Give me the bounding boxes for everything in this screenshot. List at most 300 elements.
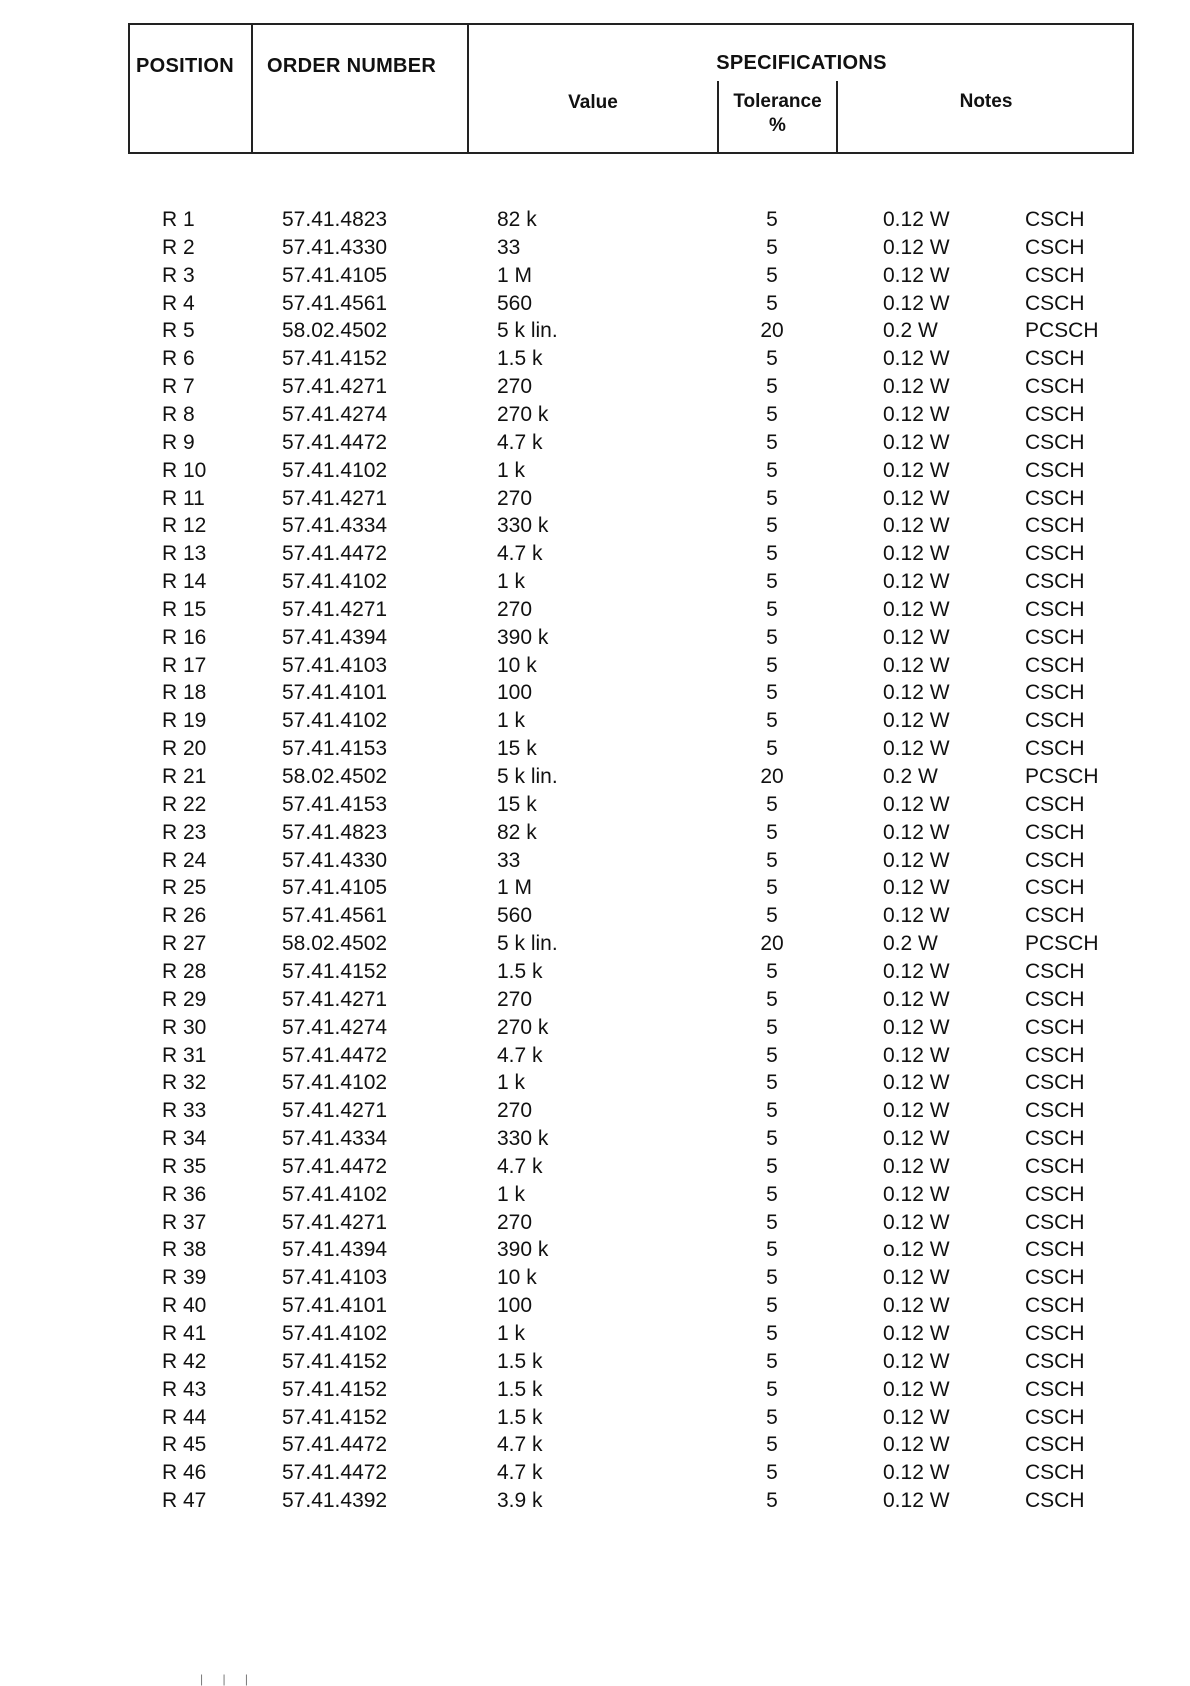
position-cell: R 24 — [162, 848, 207, 872]
order-number-cell: 57.41.4274 — [282, 1015, 388, 1039]
tolerance-cell: 5 — [766, 1043, 778, 1067]
tolerance-cell: 5 — [766, 1210, 778, 1234]
table-row — [0, 904, 1190, 932]
value-cell: 1 k — [497, 570, 526, 594]
tolerance-cell: 5 — [766, 1349, 778, 1373]
order-number-cell: 57.41.4105 — [282, 876, 388, 900]
note-cell: CSCH — [1025, 1266, 1085, 1290]
order-number-cell: 57.41.4394 — [282, 1238, 388, 1262]
tolerance-cell: 5 — [766, 1071, 778, 1095]
value-cell: 560 — [497, 904, 533, 928]
table-row — [0, 1350, 1190, 1378]
note-cell: CSCH — [1025, 1461, 1085, 1485]
position-cell: R 7 — [162, 375, 195, 399]
order-number-cell: 57.41.4102 — [282, 1322, 388, 1345]
power-cell: 0.12 W — [883, 402, 950, 426]
position-cell: R 20 — [162, 737, 207, 761]
order-number-cell: 57.41.4103 — [282, 1266, 388, 1290]
value-cell: 1.5 k — [497, 1349, 543, 1373]
tolerance-cell: 5 — [766, 1322, 778, 1345]
position-cell: R 35 — [162, 1154, 207, 1178]
power-cell: 0.2 W — [883, 932, 938, 956]
order-number-cell: 57.41.4271 — [282, 486, 388, 510]
position-cell: R 27 — [162, 932, 207, 956]
note-cell: CSCH — [1025, 430, 1085, 454]
tolerance-cell: 5 — [766, 904, 778, 928]
order-number-cell: 57.41.4330 — [282, 848, 388, 872]
position-cell: R 2 — [162, 235, 195, 259]
note-cell: CSCH — [1025, 1210, 1085, 1234]
tolerance-cell: 5 — [766, 820, 778, 844]
power-cell: 0.12 W — [883, 1071, 950, 1095]
tolerance-cell: 5 — [766, 876, 778, 900]
position-cell: R 12 — [162, 514, 207, 538]
tolerance-cell: 5 — [766, 208, 778, 231]
position-cell: R 8 — [162, 402, 195, 426]
value-cell: 100 — [497, 681, 533, 705]
order-number-cell: 57.41.4334 — [282, 1127, 388, 1151]
order-number-cell: 57.41.4472 — [282, 1043, 388, 1067]
note-cell: CSCH — [1025, 987, 1085, 1011]
table-header — [128, 23, 1134, 154]
power-cell: 0.12 W — [883, 542, 950, 566]
note-cell: CSCH — [1025, 1127, 1085, 1151]
note-cell: CSCH — [1025, 653, 1085, 677]
order-number-cell: 57.41.4102 — [282, 1071, 388, 1095]
position-cell: R 21 — [162, 765, 207, 788]
power-cell: 0.12 W — [883, 1433, 950, 1457]
order-number-cell: 57.41.4102 — [282, 458, 388, 482]
power-cell: 0.12 W — [883, 458, 950, 482]
order-number-cell: 57.41.4823 — [282, 208, 388, 231]
note-cell: CSCH — [1025, 820, 1085, 844]
order-number-cell: 57.41.4472 — [282, 1461, 388, 1485]
table-row — [0, 1044, 1190, 1072]
order-number-cell: 57.41.4271 — [282, 1099, 388, 1123]
table-row — [0, 1461, 1190, 1489]
power-cell: 0.12 W — [883, 1377, 950, 1401]
tolerance-cell: 5 — [766, 959, 778, 983]
position-cell: R 11 — [162, 486, 205, 510]
tolerance-cell: 5 — [766, 458, 778, 482]
order-number-cell: 57.41.4105 — [282, 263, 388, 287]
value-cell: 82 k — [497, 208, 537, 231]
tolerance-cell: 5 — [766, 1127, 778, 1151]
tolerance-cell: 5 — [766, 737, 778, 761]
tolerance-cell: 5 — [766, 1266, 778, 1290]
tolerance-cell: 5 — [766, 1294, 778, 1318]
power-cell: 0.12 W — [883, 1127, 950, 1151]
position-cell: R 28 — [162, 959, 207, 983]
note-cell: CSCH — [1025, 514, 1085, 538]
position-cell: R 10 — [162, 458, 207, 482]
table-row — [0, 347, 1190, 375]
table-row — [0, 236, 1190, 264]
value-cell: 270 — [497, 486, 533, 510]
table-row — [0, 431, 1190, 459]
position-cell: R 34 — [162, 1127, 207, 1151]
power-cell: 0.12 W — [883, 1322, 950, 1345]
value-cell: 1 k — [497, 1071, 526, 1095]
position-cell: R 29 — [162, 987, 207, 1011]
order-number-cell: 57.41.4102 — [282, 709, 388, 733]
value-cell: 4.7 k — [497, 1043, 543, 1067]
note-cell: CSCH — [1025, 542, 1085, 566]
position-cell: R 39 — [162, 1266, 207, 1290]
power-cell: 0.12 W — [883, 1043, 950, 1067]
power-cell: 0.12 W — [883, 1461, 950, 1485]
power-cell: 0.12 W — [883, 235, 950, 259]
note-cell: PCSCH — [1025, 319, 1099, 343]
note-cell: CSCH — [1025, 681, 1085, 705]
value-cell: 1 k — [497, 1182, 526, 1206]
order-number-cell: 57.41.4101 — [282, 1294, 388, 1318]
tolerance-cell: 20 — [760, 765, 784, 788]
table-row — [0, 932, 1190, 960]
note-cell: CSCH — [1025, 1099, 1085, 1123]
order-number-cell: 57.41.4152 — [282, 959, 388, 983]
table-row — [0, 960, 1190, 988]
value-cell: 5 k lin. — [497, 765, 558, 788]
table-row — [0, 459, 1190, 487]
power-cell: 0.12 W — [883, 486, 950, 510]
order-number-cell: 57.41.4394 — [282, 625, 388, 649]
note-cell: CSCH — [1025, 959, 1085, 983]
table-row — [0, 709, 1190, 737]
table-row — [0, 793, 1190, 821]
tolerance-cell: 5 — [766, 1182, 778, 1206]
order-number-cell: 57.41.4823 — [282, 820, 388, 844]
position-cell: R 23 — [162, 820, 207, 844]
value-cell: 15 k — [497, 737, 537, 761]
position-cell: R 13 — [162, 542, 207, 566]
position-cell: R 38 — [162, 1238, 207, 1262]
table-row — [0, 570, 1190, 598]
table-row — [0, 765, 1190, 793]
tolerance-cell: 5 — [766, 1099, 778, 1123]
tolerance-cell: 5 — [766, 709, 778, 733]
order-number-cell: 57.41.4271 — [282, 375, 388, 399]
table-row — [0, 1322, 1190, 1350]
power-cell: 0.12 W — [883, 430, 950, 454]
order-number-cell: 57.41.4102 — [282, 1182, 388, 1206]
tolerance-cell: 5 — [766, 597, 778, 621]
tolerance-cell: 5 — [766, 291, 778, 315]
value-cell: 270 k — [497, 1015, 549, 1039]
order-number-cell: 57.41.4152 — [282, 1377, 388, 1401]
note-cell: CSCH — [1025, 1043, 1085, 1067]
value-cell: 5 k lin. — [497, 932, 558, 956]
position-cell: R 14 — [162, 570, 207, 594]
tolerance-cell: 20 — [760, 319, 784, 343]
value-cell: 4.7 k — [497, 1154, 543, 1178]
table-row — [0, 1183, 1190, 1211]
table-row — [0, 264, 1190, 292]
value-cell: 15 k — [497, 792, 537, 816]
position-cell: R 46 — [162, 1461, 207, 1485]
power-cell: 0.12 W — [883, 347, 950, 371]
power-cell: 0.12 W — [883, 1015, 950, 1039]
power-cell: 0.12 W — [883, 737, 950, 761]
power-cell: 0.12 W — [883, 375, 950, 399]
order-number-cell: 57.41.4102 — [282, 570, 388, 594]
order-number-cell: 57.41.4472 — [282, 1433, 388, 1457]
header-notes: Notes — [959, 91, 1013, 112]
power-cell: 0.12 W — [883, 653, 950, 677]
position-cell: R 4 — [162, 291, 195, 315]
power-cell: 0.12 W — [883, 291, 950, 315]
table-row — [0, 1099, 1190, 1127]
position-cell: R 33 — [162, 1099, 207, 1123]
value-cell: 4.7 k — [497, 430, 543, 454]
table-row — [0, 1211, 1190, 1239]
power-cell: 0.12 W — [883, 1349, 950, 1373]
header-tolerance: Tolerance — [733, 91, 822, 112]
value-cell: 82 k — [497, 820, 537, 844]
tolerance-cell: 5 — [766, 681, 778, 705]
tolerance-cell: 5 — [766, 1461, 778, 1485]
position-cell: R 37 — [162, 1210, 207, 1234]
order-number-cell: 57.41.4271 — [282, 597, 388, 621]
tolerance-cell: 5 — [766, 402, 778, 426]
note-cell: CSCH — [1025, 709, 1085, 733]
order-number-cell: 58.02.4502 — [282, 932, 388, 956]
power-cell: 0.12 W — [883, 1266, 950, 1290]
table-row — [0, 598, 1190, 626]
position-cell: R 44 — [162, 1405, 207, 1429]
position-cell: R 40 — [162, 1294, 207, 1318]
tolerance-cell: 5 — [766, 347, 778, 371]
power-cell: 0.12 W — [883, 709, 950, 733]
position-cell: R 16 — [162, 625, 207, 649]
order-number-cell: 57.41.4561 — [282, 291, 388, 315]
position-cell: R 42 — [162, 1349, 207, 1373]
power-cell: 0.12 W — [883, 597, 950, 621]
value-cell: 4.7 k — [497, 1433, 543, 1457]
value-cell: 560 — [497, 291, 533, 315]
power-cell: o.12 W — [883, 1238, 950, 1262]
table-row — [0, 319, 1190, 347]
power-cell: 0.12 W — [883, 820, 950, 844]
value-cell: 5 k lin. — [497, 319, 558, 343]
value-cell: 1.5 k — [497, 959, 543, 983]
note-cell: CSCH — [1025, 876, 1085, 900]
value-cell: 3.9 k — [497, 1489, 543, 1513]
table-row — [0, 988, 1190, 1016]
power-cell: 0.12 W — [883, 792, 950, 816]
note-cell: CSCH — [1025, 570, 1085, 594]
position-cell: R 17 — [162, 653, 207, 677]
power-cell: 0.12 W — [883, 625, 950, 649]
value-cell: 4.7 k — [497, 542, 543, 566]
column-divider — [251, 25, 253, 152]
note-cell: CSCH — [1025, 375, 1085, 399]
note-cell: CSCH — [1025, 1182, 1085, 1206]
value-cell: 100 — [497, 1294, 533, 1318]
order-number-cell: 58.02.4502 — [282, 319, 388, 343]
table-row — [0, 681, 1190, 709]
power-cell: 0.12 W — [883, 681, 950, 705]
note-cell: CSCH — [1025, 904, 1085, 928]
position-cell: R 25 — [162, 876, 207, 900]
order-number-cell: 57.41.4271 — [282, 1210, 388, 1234]
order-number-cell: 57.41.4153 — [282, 792, 388, 816]
tolerance-cell: 20 — [760, 932, 784, 956]
table-row — [0, 1406, 1190, 1434]
tolerance-cell: 5 — [766, 542, 778, 566]
table-row — [0, 1155, 1190, 1183]
position-cell: R 22 — [162, 792, 207, 816]
table-row — [0, 1071, 1190, 1099]
table-row — [0, 542, 1190, 570]
note-cell: CSCH — [1025, 1015, 1085, 1039]
order-number-cell: 57.41.4103 — [282, 653, 388, 677]
tolerance-cell: 5 — [766, 1238, 778, 1262]
power-cell: 0.12 W — [883, 514, 950, 538]
position-cell: R 30 — [162, 1015, 207, 1039]
tolerance-cell: 5 — [766, 625, 778, 649]
value-cell: 390 k — [497, 1238, 549, 1262]
power-cell: 0.12 W — [883, 987, 950, 1011]
note-cell: CSCH — [1025, 1294, 1085, 1318]
note-cell: CSCH — [1025, 597, 1085, 621]
power-cell: 0.12 W — [883, 876, 950, 900]
value-cell: 33 — [497, 235, 521, 259]
position-cell: R 26 — [162, 904, 207, 928]
table-row — [0, 654, 1190, 682]
power-cell: 0.12 W — [883, 1182, 950, 1206]
note-cell: PCSCH — [1025, 932, 1099, 956]
position-cell: R 32 — [162, 1071, 207, 1095]
header-specifications: SPECIFICATIONS — [716, 52, 887, 74]
note-cell: CSCH — [1025, 848, 1085, 872]
order-number-cell: 57.41.4271 — [282, 987, 388, 1011]
power-cell: 0.12 W — [883, 848, 950, 872]
position-cell: R 15 — [162, 597, 207, 621]
table-row — [0, 487, 1190, 515]
table-row — [0, 1433, 1190, 1461]
order-number-cell: 57.41.4392 — [282, 1489, 388, 1513]
note-cell: CSCH — [1025, 347, 1085, 371]
position-cell: R 43 — [162, 1377, 207, 1401]
value-cell: 1 k — [497, 709, 526, 733]
tolerance-cell: 5 — [766, 235, 778, 259]
tolerance-cell: 5 — [766, 1377, 778, 1401]
note-cell: CSCH — [1025, 1238, 1085, 1262]
tolerance-cell: 5 — [766, 375, 778, 399]
footer-marks: | | | — [200, 1672, 257, 1686]
power-cell: 0.12 W — [883, 1405, 950, 1429]
power-cell: 0.12 W — [883, 1210, 950, 1234]
tolerance-cell: 5 — [766, 430, 778, 454]
table-row — [0, 876, 1190, 904]
table-row — [0, 1266, 1190, 1294]
table-row — [0, 1016, 1190, 1044]
value-cell: 1 k — [497, 458, 526, 482]
value-cell: 1.5 k — [497, 347, 543, 371]
table-row — [0, 1238, 1190, 1266]
value-cell: 10 k — [497, 1266, 537, 1290]
note-cell: CSCH — [1025, 291, 1085, 315]
order-number-cell: 57.41.4472 — [282, 542, 388, 566]
power-cell: 0.12 W — [883, 208, 950, 231]
note-cell: CSCH — [1025, 1071, 1085, 1095]
order-number-cell: 57.41.4274 — [282, 402, 388, 426]
note-cell: CSCH — [1025, 792, 1085, 816]
note-cell: CSCH — [1025, 208, 1085, 231]
note-cell: PCSCH — [1025, 765, 1099, 788]
table-row — [0, 1294, 1190, 1322]
power-cell: 0.2 W — [883, 319, 938, 343]
table-row — [0, 849, 1190, 877]
power-cell: 0.12 W — [883, 263, 950, 287]
tolerance-cell: 5 — [766, 263, 778, 287]
value-cell: 1.5 k — [497, 1405, 543, 1429]
position-cell: R 31 — [162, 1043, 207, 1067]
tolerance-cell: 5 — [766, 1154, 778, 1178]
power-cell: 0.12 W — [883, 959, 950, 983]
order-number-cell: 57.41.4472 — [282, 1154, 388, 1178]
order-number-cell: 57.41.4152 — [282, 1405, 388, 1429]
tolerance-cell: 5 — [766, 792, 778, 816]
tolerance-cell: 5 — [766, 570, 778, 594]
column-divider — [467, 25, 469, 152]
tolerance-cell: 5 — [766, 653, 778, 677]
value-cell: 33 — [497, 848, 521, 872]
note-cell: CSCH — [1025, 263, 1085, 287]
table-row — [0, 626, 1190, 654]
power-cell: 0.12 W — [883, 1099, 950, 1123]
value-cell: 330 k — [497, 514, 549, 538]
value-cell: 270 — [497, 597, 533, 621]
tolerance-cell: 5 — [766, 486, 778, 510]
power-cell: 0.12 W — [883, 904, 950, 928]
power-cell: 0.2 W — [883, 765, 938, 788]
value-cell: 270 — [497, 375, 533, 399]
value-cell: 10 k — [497, 653, 537, 677]
value-cell: 330 k — [497, 1127, 549, 1151]
value-cell: 270 — [497, 987, 533, 1011]
position-cell: R 41 — [162, 1322, 207, 1345]
header-value: Value — [568, 92, 618, 113]
value-cell: 270 — [497, 1210, 533, 1234]
note-cell: CSCH — [1025, 458, 1085, 482]
position-cell: R 19 — [162, 709, 207, 733]
tolerance-cell: 5 — [766, 848, 778, 872]
note-cell: CSCH — [1025, 1154, 1085, 1178]
value-cell: 1.5 k — [497, 1377, 543, 1401]
note-cell: CSCH — [1025, 737, 1085, 761]
table-row — [0, 375, 1190, 403]
position-cell: R 1 — [162, 208, 195, 231]
note-cell: CSCH — [1025, 1349, 1085, 1373]
tolerance-cell: 5 — [766, 1489, 778, 1513]
note-cell: CSCH — [1025, 625, 1085, 649]
note-cell: CSCH — [1025, 1405, 1085, 1429]
order-number-cell: 57.41.4153 — [282, 737, 388, 761]
position-cell: R 3 — [162, 263, 195, 287]
table-row — [0, 821, 1190, 849]
table-row — [0, 208, 1190, 236]
order-number-cell: 57.41.4561 — [282, 904, 388, 928]
tolerance-cell: 5 — [766, 987, 778, 1011]
power-cell: 0.12 W — [883, 1489, 950, 1513]
order-number-cell: 57.41.4152 — [282, 1349, 388, 1373]
tolerance-cell: 5 — [766, 514, 778, 538]
position-cell: R 45 — [162, 1433, 207, 1457]
tolerance-cell: 5 — [766, 1015, 778, 1039]
power-cell: 0.12 W — [883, 1294, 950, 1318]
